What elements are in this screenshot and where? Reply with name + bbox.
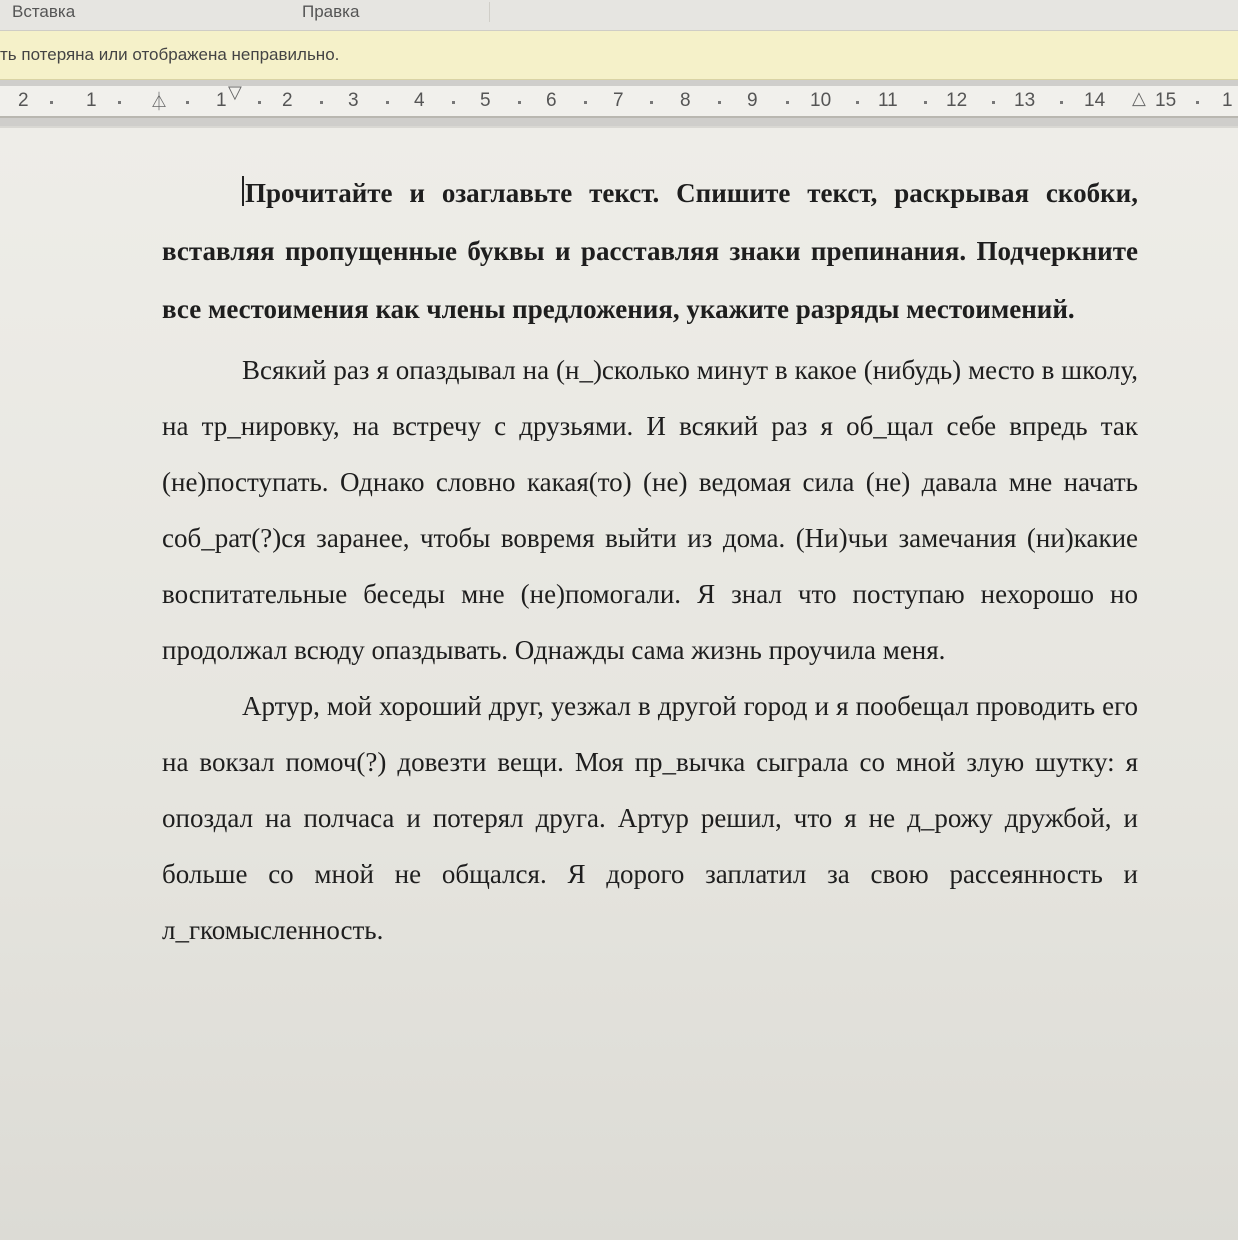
ruler-tick [856,101,859,104]
message-bar-text: ть потеряна или отображена неправильно. [0,45,340,64]
ruler-tick [786,101,789,104]
ruler-label: 4 [414,90,425,111]
right-indent-marker-icon[interactable]: △ [1132,88,1146,109]
ruler-tick [992,101,995,104]
ruler-label: 12 [946,90,968,111]
ruler-tick [718,101,721,104]
ruler-tick [452,101,455,104]
text-paragraph-2 [162,678,1138,958]
text-cursor [242,176,244,206]
ruler-label: 14 [1084,90,1106,111]
ruler-label: 3 [348,90,359,111]
ruler-label: 8 [680,90,691,111]
message-bar [0,31,1238,80]
document-body[interactable] [162,164,1138,958]
ruler-tick [186,101,189,104]
ruler-label: 2 [282,90,293,111]
ruler-tick [118,101,121,104]
task-paragraph [162,164,1138,338]
ruler-tick [650,101,653,104]
ruler-tick [258,101,261,104]
ruler-label: 10 [810,90,832,111]
document-page[interactable] [0,128,1238,1240]
ruler-label: 5 [480,90,491,111]
ruler-label: 2 [18,90,29,111]
text-paragraph-1 [162,342,1138,678]
ruler-tick [518,101,521,104]
ruler-tick [50,101,53,104]
ruler-tick [1196,101,1199,104]
ruler-label: 7 [613,90,624,111]
task-text: Прочитайте и озаглавьте текст. Спишите текст, раскрывая скобки, вставляя пропущенные буквы и расставляя знаки препинания. Подчеркните все местоимения как члены предложения, укажите разряды местоимений. [162,178,1138,324]
ruler-tick [924,101,927,104]
menu-bar [0,0,1238,31]
left-indent-marker-icon[interactable]: ⏃ [150,92,168,113]
ruler-tick [386,101,389,104]
ruler-label: 1 [1222,90,1233,111]
ruler-tick [584,101,587,104]
tab-insert[interactable]: Вставка [12,2,76,21]
first-line-indent-marker-icon[interactable]: ▽ [228,82,242,103]
ruler-label: 15 [1155,90,1177,111]
ruler-label: 6 [546,90,557,111]
ruler-label: 11 [878,90,898,111]
ruler-label: 1 [86,90,97,111]
ruler-label: 9 [747,90,758,111]
ruler-area [0,80,1238,126]
ruler-tick [1060,101,1063,104]
ruler-label: 13 [1014,90,1036,111]
ruler-label: 1 [216,90,227,111]
tab-edit[interactable]: Правка [296,2,490,22]
paragraph-2-text: Артур, мой хороший друг, уезжал в другой город и я пообещал проводить его на вокзал помоч(?) довезти вещи. Моя пр_вычка сыграла со мной злую шутку: я опоздал на полчаса и потерял друга. Артур решил, что я не д_рожу дружбой, и больше со мной не общался. Я дорого заплатил за свою рассеянность и л_гкомысленность. [162,691,1138,945]
horizontal-ruler[interactable] [0,82,1238,118]
ruler-tick [320,101,323,104]
paragraph-1-text: Всякий раз я опаздывал на (н_)сколько минут в какое (нибудь) место в школу, на тр_нировку, на встречу с друзьями. И всякий раз я об_щал себе впредь так (не)поступать. Однако словно какая(то) (не) ведомая сила (не) давала мне начать соб_рат(?)ся заранее, чтобы вовремя выйти из дома. (Ни)чьи замечания (ни)какие воспитательные беседы мне (не)помогали. Я знал что поступаю нехорошо но продолжал всюду опаздывать. Однажды сама жизнь проучила меня. [162,355,1138,665]
